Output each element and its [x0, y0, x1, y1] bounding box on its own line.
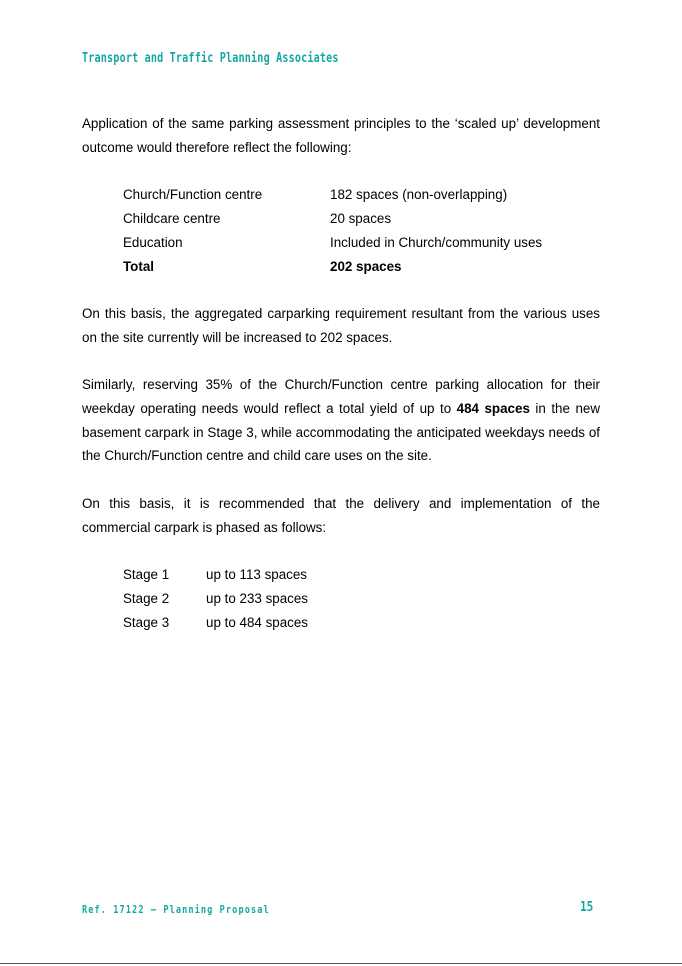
- parking-use-label: Education: [123, 235, 183, 250]
- stage-label: Stage 3: [123, 615, 170, 630]
- parking-requirements-table: [123, 183, 593, 279]
- parking-use-label: Church/Function centre: [123, 187, 263, 202]
- stage-row: [123, 563, 423, 587]
- parking-total-label: Total: [123, 259, 154, 274]
- paragraph-text: Similarly, reserving 35% of the Church/Function centre parking allocation for their weekday operating needs would reflect a total yield of up to: [82, 377, 600, 416]
- paragraph-phasing-recommendation: On this basis, it is recommended that the delivery and implementation of the commercial carpark is phased as follows:: [82, 496, 600, 535]
- footer-reference: Ref. 17122 – Planning Proposal: [82, 903, 270, 916]
- parking-spaces-value: Included in Church/community uses: [330, 235, 543, 250]
- paragraph-text: in the new basement carpark in Stage 3, while accommodating the anticipated weekdays needs of the Church/Function centre and child care uses on the site.: [82, 400, 601, 464]
- paragraph-scaled-up-intro: Application of the same parking assessment principles to the ‘scaled up’ development outcome would therefore reflect the following:: [82, 116, 600, 155]
- stage-capacity: up to 113 spaces: [206, 567, 307, 582]
- paragraph-bold-text: 484 spaces: [456, 400, 530, 416]
- parking-spaces-value: 182 spaces (non-overlapping): [330, 187, 508, 202]
- stage-label: Stage 2: [123, 591, 170, 606]
- parking-spaces-value: 20 spaces: [330, 211, 392, 226]
- paragraph-weekday-reservation: [82, 373, 600, 468]
- parking-total-value: 202 spaces: [330, 259, 402, 274]
- page-number: 15: [580, 900, 594, 915]
- stage-row: [123, 587, 423, 611]
- stage-label: Stage 1: [123, 567, 170, 582]
- parking-row-childcare: [123, 207, 593, 231]
- stage-phasing-table: [123, 563, 423, 635]
- header-title: Transport and Traffic Planning Associates: [82, 51, 339, 66]
- paragraph-aggregated-requirement: On this basis, the aggregated carparking requirement resultant from the various uses on the site currently will be increased to 202 spaces.: [82, 306, 600, 345]
- stage-capacity: up to 233 spaces: [206, 591, 308, 606]
- parking-use-label: Childcare centre: [123, 211, 221, 226]
- parking-row-education: [123, 231, 593, 255]
- stage-row: [123, 611, 423, 635]
- parking-row-church: [123, 183, 593, 207]
- parking-row-total: [123, 255, 593, 279]
- stage-capacity: up to 484 spaces: [206, 615, 308, 630]
- page-bottom-divider: [0, 963, 682, 964]
